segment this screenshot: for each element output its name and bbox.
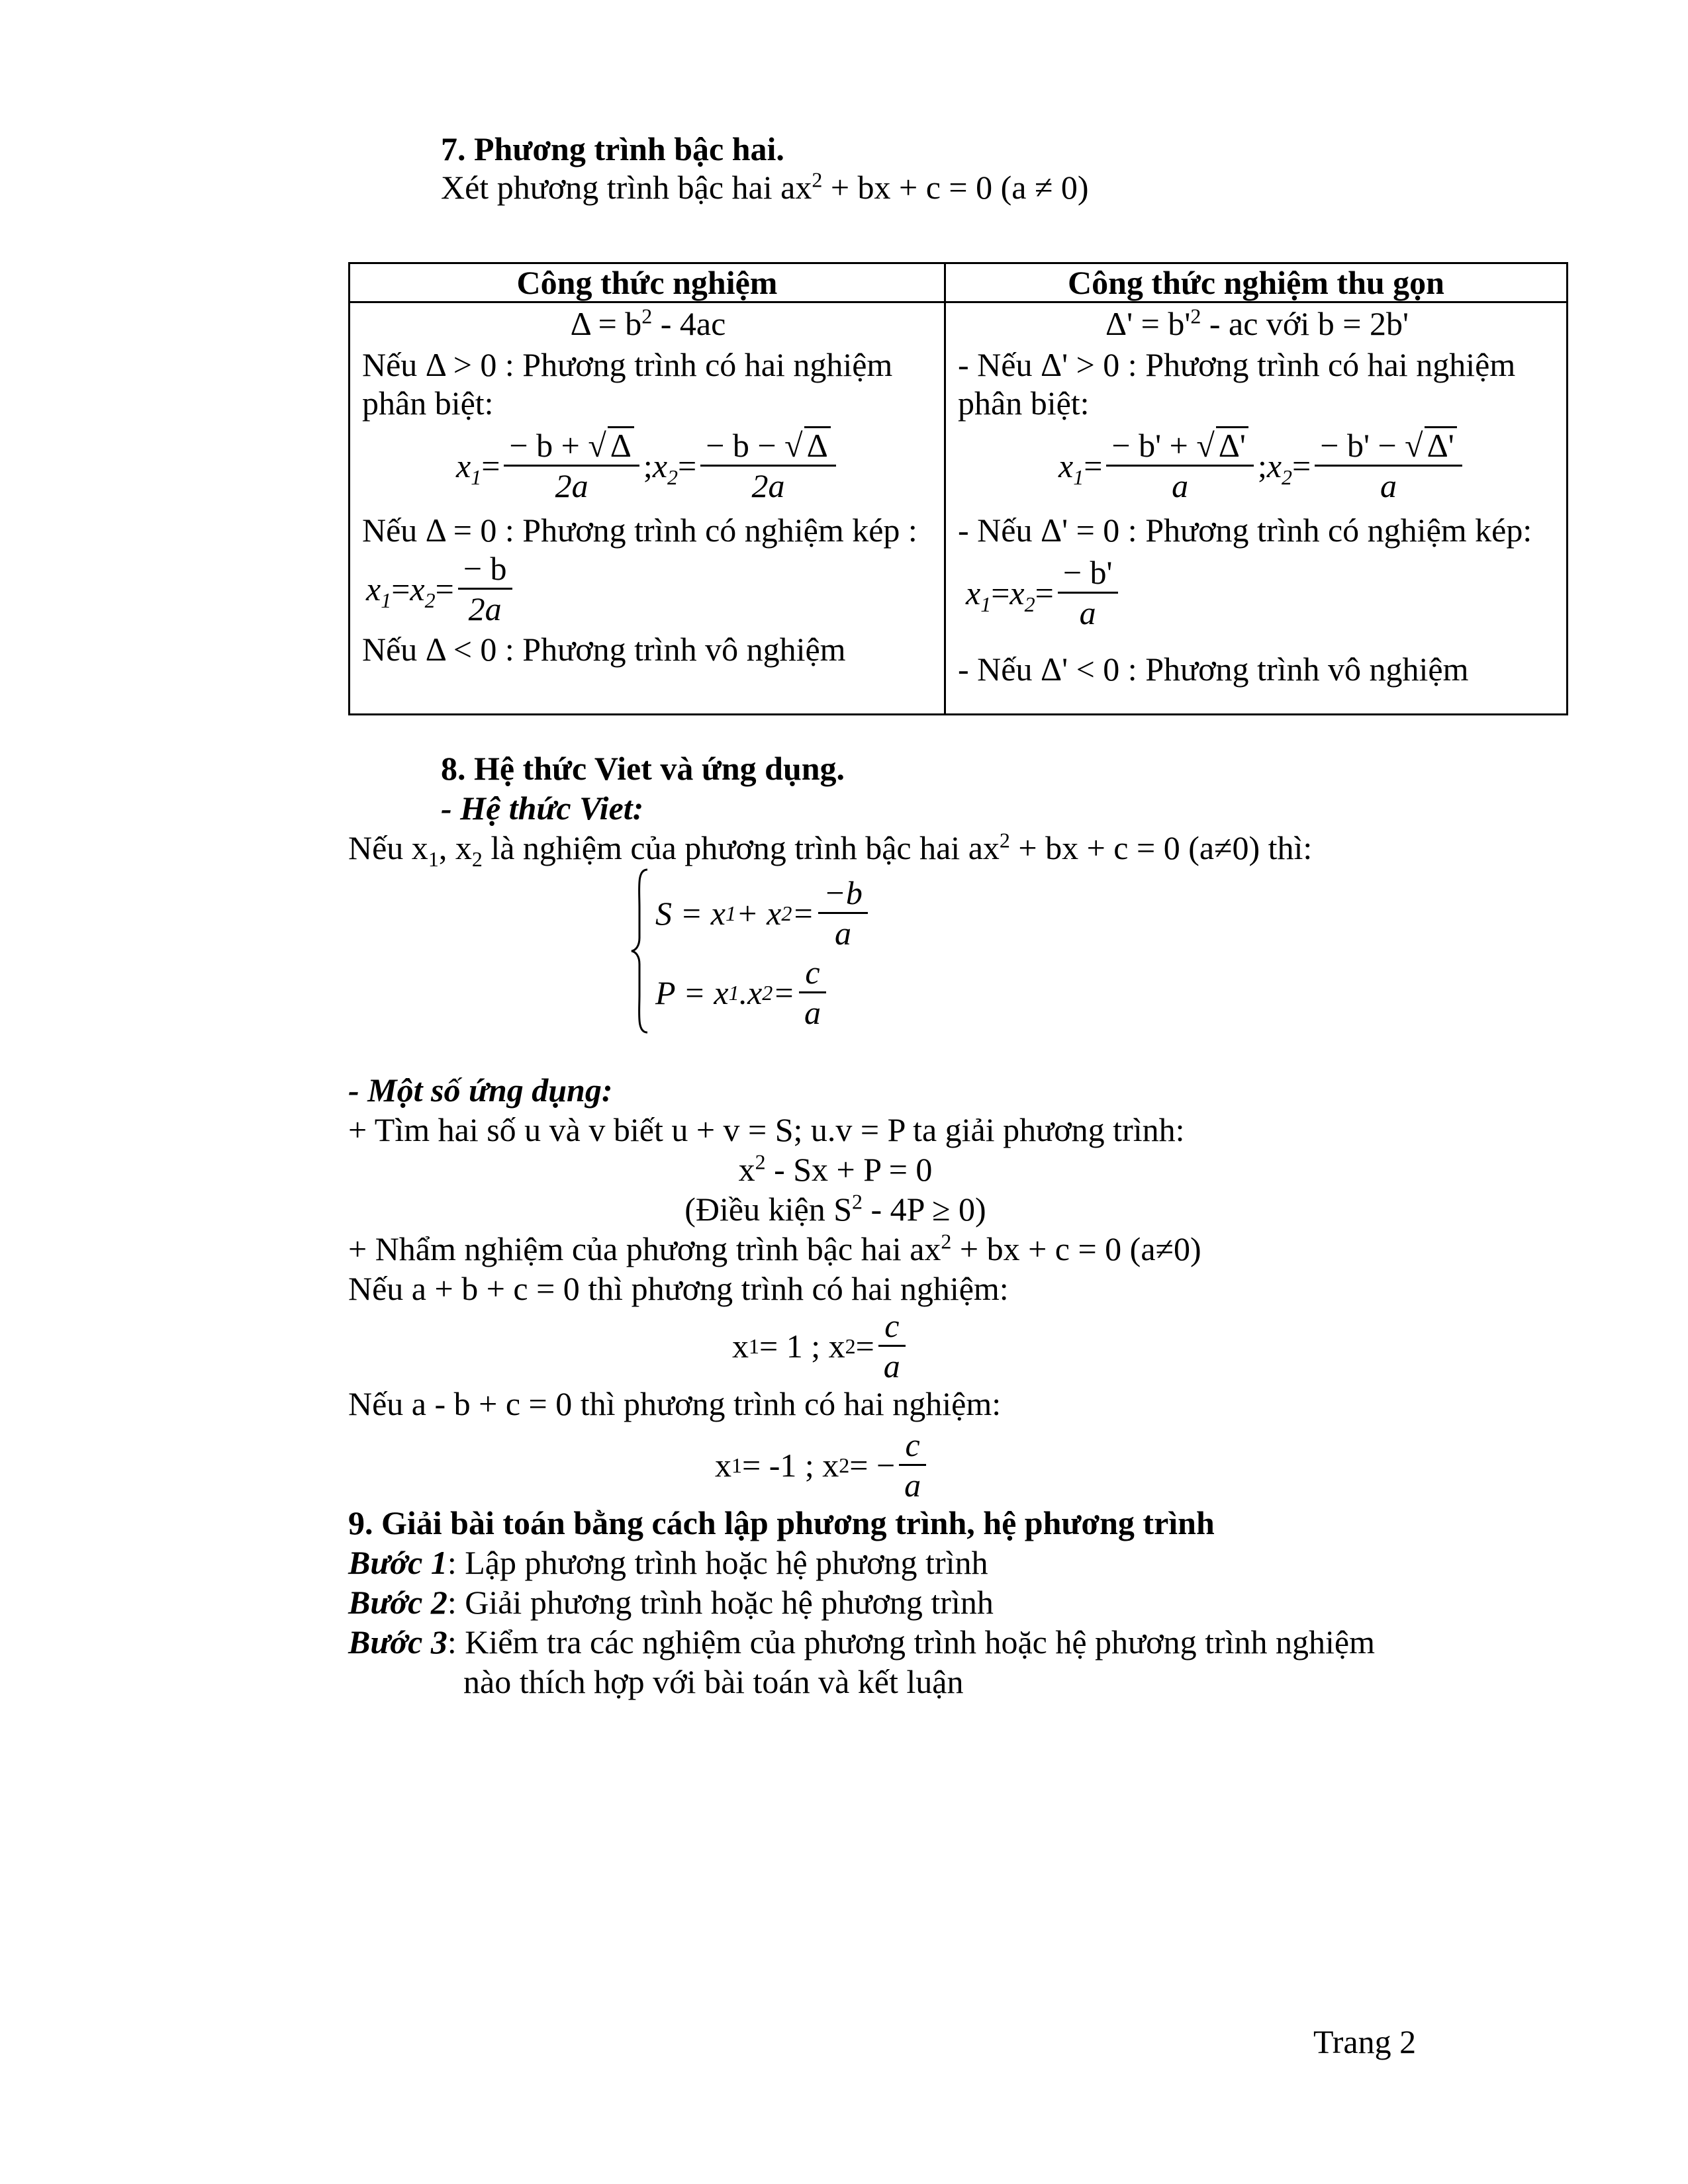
page-number: Trang 2 [1313, 2023, 1417, 2060]
section-7-heading: 7. Phương trình bậc hai. [441, 130, 784, 167]
step-3-continued: nào thích hợp với bài toán và kết luận [463, 1663, 964, 1700]
step-3: Bước 3: Kiểm tra các nghiệm của phương trình hoặc hệ phương trình nghiệm [348, 1623, 1375, 1661]
col1-double-root: $x_1$ = $x_2$ = $\frac{- b}{2a}$ [366, 549, 516, 628]
section-8-heading: 8. Hệ thức Viet và ứng dụng. [441, 750, 845, 787]
formula-table [348, 262, 1568, 715]
col2-case-pos: - Nếu Δ' > 0 : Phương trình có hai nghiệm [958, 346, 1516, 383]
col1-case-zero: Nếu Δ = 0 : Phương trình có nghiệm kép : [362, 512, 917, 549]
viet-title: - Hệ thức Viet: [441, 790, 644, 827]
col2-delta: $\Delta' = b'^2$ - ac với b = 2b' [1105, 304, 1409, 342]
col1-header: Công thức nghiệm [350, 263, 945, 302]
roots-case-b: x 1 = -1 ; x 2 = − $\frac{c}{a}$ [715, 1426, 930, 1504]
condition: (Điều kiện $S^2 - 4P \ge 0$) [684, 1189, 986, 1228]
application-1: + Tìm hai số u và v biết u + v = S; u.v = P ta giải phương trình: [348, 1111, 1185, 1148]
viet-sum: S = x 1 + x 2 = $\frac{-b}{a}$ [655, 874, 872, 952]
col2-header: Công thức nghiệm thu gọn [945, 263, 1568, 302]
col2-case-zero: - Nếu Δ' = 0 : Phương trình có nghiệm kép: [958, 512, 1532, 549]
viet-product: P = x 1 .x 2 = $\frac{c}{a}$ [655, 953, 830, 1032]
system-brace [630, 868, 650, 1034]
col1-cell [350, 302, 945, 715]
col1-case-pos-cont: phân biệt: [362, 385, 494, 422]
step-2: Bước 2: Giải phương trình hoặc hệ phương trình [348, 1584, 994, 1621]
section-9-heading: 9. Giải bài toán bằng cách lập phương trình, hệ phương trình [348, 1504, 1215, 1541]
col1-case-neg: Nếu Δ < 0 : Phương trình vô nghiệm [362, 631, 846, 668]
col2-double-root: $x_1$ = $x_2$ = $\frac{- b'}{a}$ [966, 553, 1122, 632]
col2-case-neg: - Nếu Δ' < 0 : Phương trình vô nghiệm [958, 651, 1469, 688]
applications-title: - Một số ứng dụng: [348, 1071, 613, 1109]
col2-case-pos-cont: phân biệt: [958, 385, 1090, 422]
col1-delta: $\Delta = b^2 - 4ac$ [570, 304, 726, 342]
viet-statement: Nếu $x_1$, $x_2$ là nghiệm của phương trình bậc hai $ax^2$ + bx + c = 0 (a≠0) thì: [348, 828, 1313, 871]
case-a-plus: Nếu a + b + c = 0 thì phương trình có hai nghiệm: [348, 1270, 1009, 1307]
col1-roots-formula: $x_1$ = $\frac{- b + √ \Delta}{2a}$ ; $x_2$ = $\frac{- b - √ \Delta}{2a}$ [456, 426, 840, 505]
col2-roots-formula: $x_1$ = $\frac{- b' + √ \Delta'}{a}$ ; $x_2$ = $\frac{- b' - √ \Delta'}{a}$ [1058, 426, 1466, 505]
application-2: + Nhẩm nghiệm của phương trình bậc hai $ax^2$ + bx + c = 0 (a≠0) [348, 1229, 1201, 1267]
col2-cell [945, 302, 1568, 715]
col1-case-pos: Nếu Δ > 0 : Phương trình có hai nghiệm [362, 346, 893, 383]
quadratic-sp: $x^2 - Sx + P = 0$ [738, 1150, 933, 1188]
case-a-minus: Nếu a - b + c = 0 thì phương trình có hai nghiệm: [348, 1385, 1002, 1422]
roots-case-a: x 1 = 1 ; x 2 = $\frac{c}{a}$ [732, 1306, 910, 1385]
section-7-intro: Xét phương trình bậc hai $ax^2$ + bx + c = 0 (a ≠ 0) [441, 167, 1089, 206]
step-1: Bước 1: Lập phương trình hoặc hệ phương trình [348, 1544, 988, 1581]
